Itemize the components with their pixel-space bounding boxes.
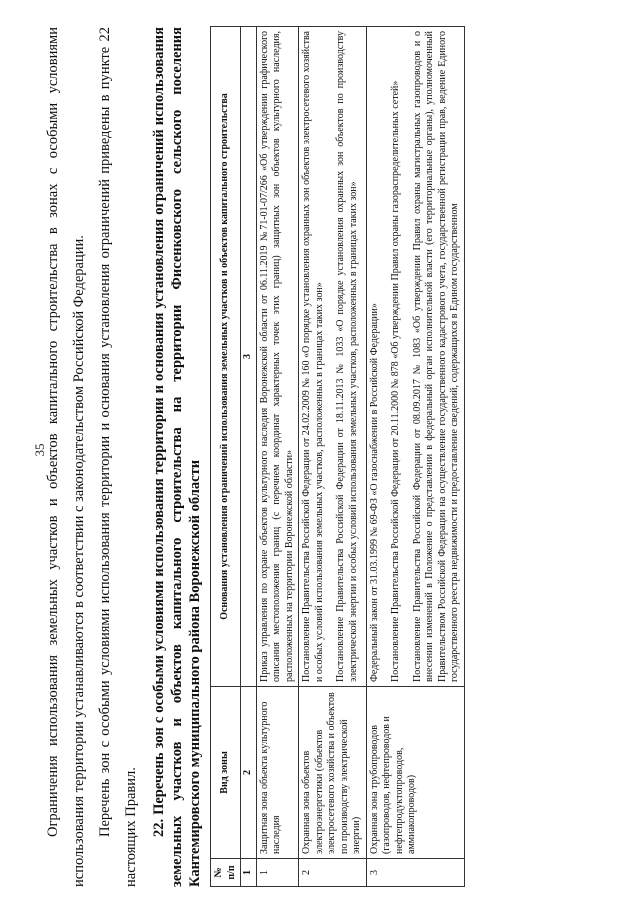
intro-paragraph-2: Перечень зон с особыми условиями использования территории и основания установления ограничений приведены в пункте 22 настоящих Правил. bbox=[97, 27, 139, 887]
intro-paragraph-1: Ограничения использования земельных участков и объектов капитального строительства в зонах с особыми условиями использования территории устанавливаются в соответствии с законодательством Российской Федерации. bbox=[45, 27, 87, 887]
basis-item: Приказ управления по охране объектов культурного наследия Воронежской области от 06.11.2019 №71-01-07/266 «Об утверждении графического описания местоположения границ (с перечнем координат характерных точек этих границ) защитных зон объектов культурного наследия, расположенных на территории Воронежской области» bbox=[258, 31, 295, 682]
header-basis: Основания установления ограничений использования земельных участков и объектов капитального строительства bbox=[211, 27, 241, 687]
rotated-page-content bbox=[40, 27, 600, 887]
row-zone: Охранная зона объектов электроэнергетики (объектов электросетевого хозяйства и объектов по производству электрической энергии) bbox=[299, 687, 367, 859]
basis-item: Постановление Правительства Российской Федерации от 24.02.2009 № 160 «О порядке установления охранных зон объектов электросетевого хозяйства и особых условий использования земельных участков, расположенных в границах таких зон» bbox=[301, 31, 325, 682]
section-title: 22. Перечень зон с особыми условиями использования территории и основания установления ограничений использования земельных участков и объектов капитального строительства на территории Фисенковского сельского поселения Кантемировского муниципального района Воронежской области bbox=[151, 27, 203, 887]
row-num: 1 bbox=[256, 859, 299, 887]
index-cell: 2 bbox=[241, 687, 257, 859]
index-cell: 1 bbox=[241, 859, 257, 887]
index-cell: 3 bbox=[241, 27, 257, 687]
row-basis bbox=[366, 27, 464, 687]
table-row bbox=[366, 27, 464, 887]
intro-text bbox=[40, 27, 144, 887]
row-basis bbox=[299, 27, 367, 687]
basis-item: Постановление Правительства Российской Федерации от 18.11.2013 № 1033 «О порядке установления охранных зон объектов по производству электрической энергии и особых условий использования земельных участков, расположенных в границах таких зон» bbox=[335, 31, 359, 682]
table-row bbox=[256, 27, 299, 887]
row-zone: Защитная зона объекта культурного наследия bbox=[256, 687, 299, 859]
table-header-row bbox=[211, 27, 241, 887]
basis-item: Постановление Правительства Российской Федерации от 20.11.2000 № 878 «Об утверждении Правил охраны газораспределительных сетей» bbox=[390, 80, 401, 682]
header-num: № п/п bbox=[211, 859, 241, 887]
basis-item: Федеральный закон от 31.03.1999 № 69-ФЗ «О газоснабжении в Российской Федерации» bbox=[368, 303, 380, 682]
row-num: 3 bbox=[366, 859, 464, 887]
page-number: 35 bbox=[32, 443, 47, 457]
table-row bbox=[299, 27, 367, 887]
row-num: 2 bbox=[299, 859, 367, 887]
zones-table bbox=[210, 26, 465, 887]
row-zone: Охранная зона трубопроводов (газопроводов, нефтепроводов и нефтепродуктопроводов, аммиакопроводов) bbox=[366, 687, 464, 859]
row-basis bbox=[256, 27, 299, 687]
table-index-row bbox=[241, 27, 257, 887]
basis-item: Постановление Правительства Российской Федерации от 08.09.2017 № 1083 «Об утверждении Правил охраны магистральных газопроводов и о внесении изменений в Положение о представлении в федеральный орган исполнительной власти (его территориальные органы), уполномоченный Правительством Российской Федерации на осуществление государственного кадастрового учета, государственной регистрации прав, ведение Единого государственного реестра недвижимости и предоставление сведений, содержащихся в Едином государственном bbox=[411, 31, 460, 682]
header-zone: Вид зоны bbox=[211, 687, 241, 859]
